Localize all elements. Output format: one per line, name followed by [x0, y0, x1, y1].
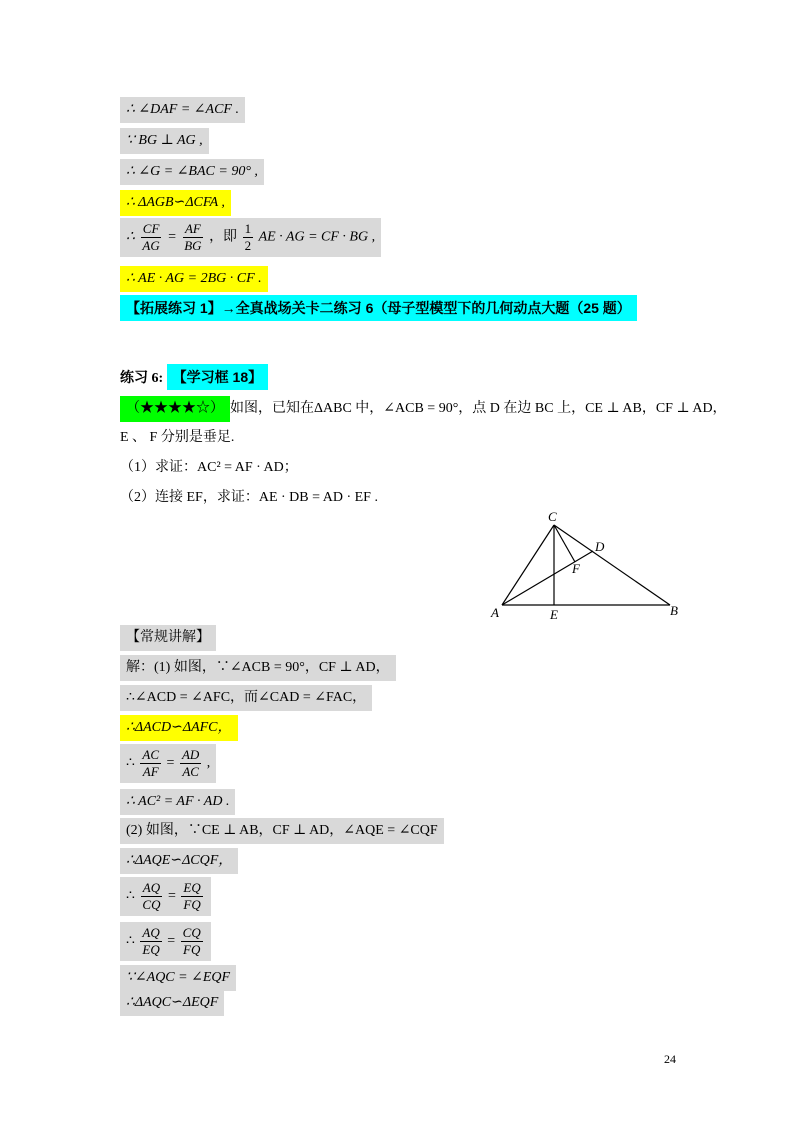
- solution-line-10: [120, 965, 236, 991]
- proof-text: AE · AG = CF · BG ,: [258, 229, 376, 245]
- fraction-numerator: 1: [244, 221, 252, 236]
- fraction-numerator: AQ: [142, 925, 160, 940]
- fraction-numerator: AQ: [142, 880, 161, 895]
- fraction-numerator: AD: [181, 747, 200, 762]
- difficulty-stars: （★★★★☆）: [120, 396, 230, 422]
- fraction-numerator: CQ: [182, 925, 201, 940]
- fraction-denominator: BG: [184, 238, 202, 253]
- equals-sign: =: [167, 888, 176, 904]
- solution-line-8: [120, 877, 211, 916]
- fraction-numerator: CF: [142, 221, 160, 236]
- proof-text: ∴ ∠DAF = ∠ACF .: [120, 97, 245, 123]
- exercise-header: [120, 364, 268, 390]
- question-1: [120, 458, 298, 478]
- proof-line-2: [120, 128, 209, 154]
- fraction-denominator: AG: [142, 238, 160, 253]
- solution-text: ∵∠AQC = ∠EQF: [120, 965, 236, 991]
- solution-line-6: [120, 818, 444, 844]
- fraction: [243, 221, 254, 254]
- segment-cf: [554, 525, 575, 562]
- question-2: [120, 488, 378, 508]
- proof-line-6: [120, 266, 268, 292]
- proof-line-4: [120, 190, 231, 216]
- solution-line-9: [120, 922, 211, 961]
- question-text: （1）求证：AC² = AF · AD；: [120, 460, 298, 475]
- label-f: F: [572, 561, 580, 576]
- practice-banner: [120, 295, 637, 321]
- equals-sign: =: [167, 229, 177, 245]
- fraction: [140, 221, 161, 254]
- proof-line-1: [120, 97, 245, 123]
- equals-sign: =: [167, 933, 176, 949]
- solution-line-7: [120, 848, 238, 874]
- solution-line-5: [120, 789, 235, 815]
- solution-text: ∴ΔAQC∽ΔEQF: [120, 990, 224, 1016]
- segment-ac: [502, 525, 554, 605]
- solution-heading: [120, 625, 216, 651]
- fraction-denominator: FQ: [183, 897, 201, 912]
- fraction: [140, 880, 162, 913]
- fraction-denominator: EQ: [142, 942, 160, 957]
- solution-fraction-line: [120, 744, 216, 783]
- connector-text: ，即: [209, 229, 238, 245]
- fraction-denominator: FQ: [183, 942, 201, 957]
- fraction-denominator: AF: [142, 764, 159, 779]
- proof-text: ∴ ∠G = ∠BAC = 90° ,: [120, 159, 264, 185]
- solution-text: (2) 如图，∵CE ⊥ AB，CF ⊥ AD，∠AQE = ∠CQF: [120, 818, 444, 844]
- fraction: [140, 925, 161, 958]
- solution-text: ∴ AC² = AF · AD .: [120, 789, 235, 815]
- solution-text: 解：(1) 如图，∵∠ACB = 90°，CF ⊥ AD，: [120, 655, 396, 681]
- exercise-label: 练习 6:: [120, 371, 164, 386]
- therefore-symbol: ∴: [126, 888, 135, 904]
- solution-text: ∴∠ACD = ∠AFC，而∠CAD = ∠FAC，: [120, 685, 372, 711]
- proof-text: ∵ BG ⊥ AG ,: [120, 128, 209, 154]
- solution-fraction-line: [120, 877, 211, 916]
- study-box-tag: 【学习框 18】: [167, 364, 268, 390]
- solution-line-4: [120, 744, 216, 783]
- fraction: [180, 747, 201, 780]
- question-text: （2）连接 EF，求证：AE · DB = AD · EF .: [120, 490, 378, 505]
- page-number: 24: [664, 1052, 676, 1066]
- label-b: B: [670, 603, 678, 618]
- label-e: E: [550, 607, 558, 622]
- fraction-denominator: AC: [182, 764, 199, 779]
- problem-text: 如图，已知在ΔABC 中，∠ACB = 90°，点 D 在边 BC 上，CE ⊥ AB，CF ⊥ AD，: [230, 401, 727, 416]
- exercise-intro-line-2: [120, 428, 234, 448]
- equals-sign: =: [166, 755, 175, 771]
- banner-text: 【拓展练习 1】→全真战场关卡二练习 6（母子型模型下的几何动点大题（25 题）: [120, 295, 637, 321]
- solution-fraction-line: [120, 922, 211, 961]
- label-c: C: [548, 509, 557, 524]
- fraction-numerator: AC: [142, 747, 160, 762]
- label-a: A: [491, 605, 499, 620]
- proof-line-3: [120, 159, 264, 185]
- solution-line-11: [120, 990, 224, 1016]
- proof-text-highlight: ∴ ΔAGB∽ΔCFA ,: [120, 190, 231, 216]
- solution-line-3: [120, 715, 238, 741]
- proof-fraction-line: [120, 218, 381, 257]
- therefore-symbol: ∴: [126, 229, 135, 245]
- therefore-symbol: ∴: [126, 933, 135, 949]
- solution-line-2: [120, 685, 372, 711]
- fraction-numerator: EQ: [183, 880, 201, 895]
- solution-line-1: [120, 655, 396, 681]
- fraction: [181, 925, 203, 958]
- proof-line-5: [120, 218, 381, 257]
- proof-text-highlight: ∴ AE · AG = 2BG · CF .: [120, 266, 268, 292]
- fraction: [181, 880, 202, 913]
- segment-ad: [502, 551, 593, 605]
- fraction-numerator: AF: [184, 221, 201, 236]
- solution-text: ∴ΔAQE∽ΔCQF，: [120, 848, 238, 874]
- fraction-denominator: CQ: [142, 897, 161, 912]
- solution-text: ,: [206, 755, 211, 771]
- fraction-denominator: 2: [244, 238, 252, 253]
- therefore-symbol: ∴: [126, 755, 135, 771]
- solution-text-highlight: ∴ΔACD∽ΔAFC，: [120, 715, 238, 741]
- triangle-figure: [480, 505, 690, 625]
- fraction: [140, 747, 161, 780]
- section-heading: 【常规讲解】: [120, 625, 216, 651]
- fraction: [182, 221, 203, 254]
- label-d: D: [595, 539, 605, 554]
- exercise-intro-line: [120, 396, 727, 422]
- problem-text: E 、 F 分别是垂足.: [120, 430, 235, 445]
